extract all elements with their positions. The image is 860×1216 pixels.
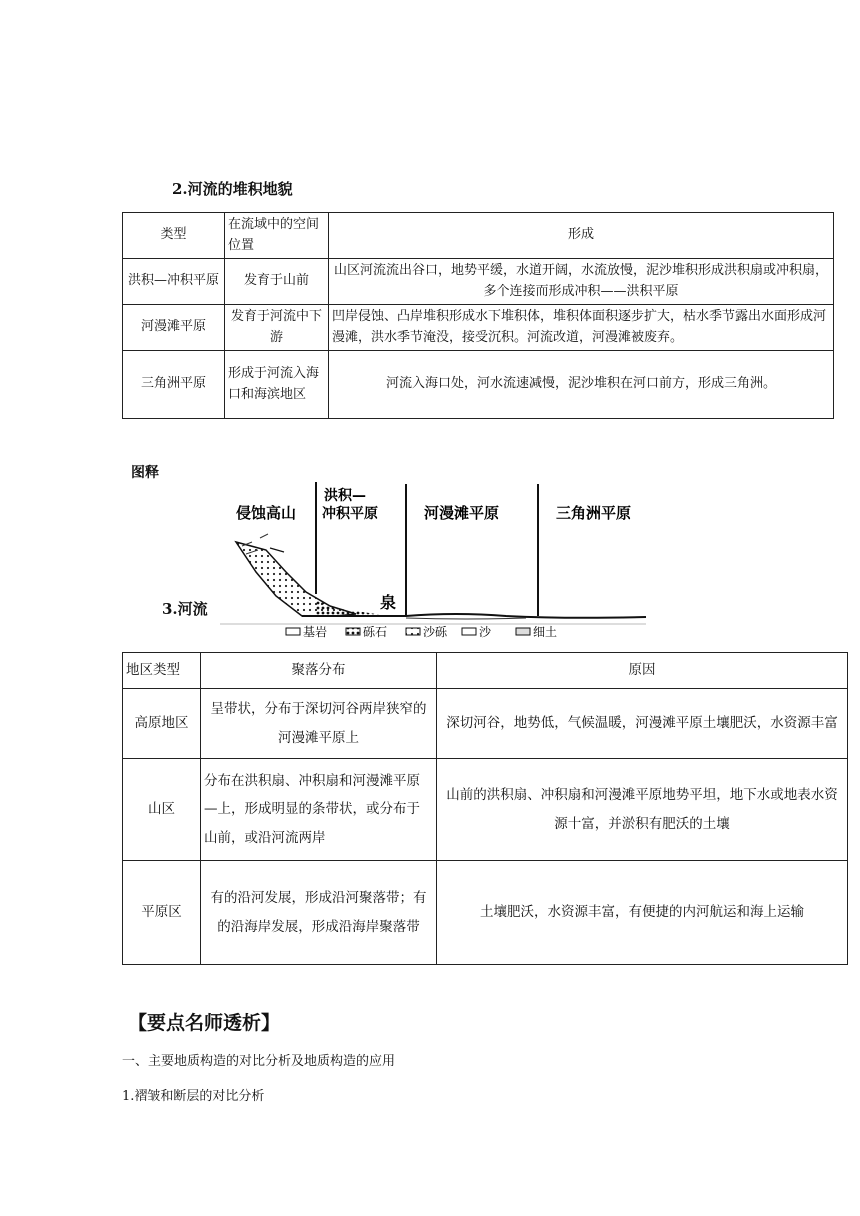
cell-reason: 山前的洪积扇、冲积扇和河漫滩平原地势平坦，地下水或地表水资源十富，并淤积有肥沃的土壤 [437, 759, 848, 861]
cell-reason: 土壤肥沃，水资源丰富，有便捷的内河航运和海上运输 [437, 861, 848, 965]
legend-sandy-gravel: 沙砾 [423, 625, 448, 639]
diagram-legend [286, 624, 557, 639]
table-header-row [123, 653, 848, 689]
table-row [123, 861, 848, 965]
zone-label-mountain: 侵蚀高山 [236, 504, 297, 522]
legend-bedrock: 基岩 [303, 625, 328, 639]
cell-location: 发育于河流中下游 [225, 305, 329, 351]
cell-region-type: 山区 [123, 759, 201, 861]
cell-type: 河漫滩平原 [123, 305, 225, 351]
cell-location: 形成于河流入海口和海滨地区 [225, 351, 329, 419]
legend-swatch-sandy-gravel [406, 628, 420, 635]
body-line-structures: 一、主要地质构造的对比分析及地质构造的应用 [122, 1054, 396, 1069]
cell-reason: 深切河谷，地势低，气候温暖，河漫滩平原土壤肥沃，水资源丰富 [437, 689, 848, 759]
cell-type: 三角洲平原 [123, 351, 225, 419]
cell-formation: 凹岸侵蚀、凸岸堆积形成水下堆积体，堆积体面积逐步扩大，枯水季节露出水面形成河漫滩，洪水季节淹没，接受沉积。河流改道，河漫滩被废弃。 [329, 305, 834, 351]
header-location: 在流域中的空间位置 [225, 213, 329, 259]
section-title-key-points: 【要点名师透析】 [128, 1012, 281, 1034]
sedimentation-cross-section-diagram [206, 476, 652, 642]
table-row [123, 305, 834, 351]
table-header-row [123, 213, 834, 259]
header-settlement-distribution: 聚落分布 [201, 653, 437, 689]
mountain-hatch [270, 548, 284, 552]
header-region-type: 地区类型 [123, 653, 201, 689]
legend-swatch-bedrock [286, 628, 300, 635]
table-row [123, 259, 834, 305]
legend-fine-soil: 细土 [533, 625, 558, 639]
header-formation: 形成 [329, 213, 834, 259]
body-line-folds-faults: 1.褶皱和断层的对比分析 [122, 1089, 265, 1104]
legend-gravel: 砾石 [363, 625, 388, 639]
zone-label-floodplain: 河漫滩平原 [424, 504, 500, 522]
legend-swatch-sand [462, 628, 476, 635]
header-type: 类型 [123, 213, 225, 259]
legend-sand: 沙 [479, 625, 492, 639]
zone-label-alluvial-fan: 洪积— [324, 488, 366, 504]
zone-label-alluvial-fan-2: 冲积平原 [322, 506, 378, 522]
cell-distribution: 呈带状，分布于深切河谷两岸狭窄的河漫滩平原上 [201, 689, 437, 759]
cell-formation: 河流入海口处，河水流速减慢，泥沙堆积在河口前方，形成三角洲。 [329, 351, 834, 419]
heading-sediment-landforms: 2.河流的堆积地貌 [172, 180, 293, 198]
cell-formation: 山区河流流出谷口，地势平缓，水道开阔，水流放慢，泥沙堆积形成洪积扇或冲积扇，多个连接而形成冲积——洪积平原 [329, 259, 834, 305]
legend-swatch-gravel [346, 628, 360, 635]
table-row [123, 759, 848, 861]
deposition-landforms-table [122, 212, 834, 419]
cell-distribution: 分布在洪积扇、冲积扇和河漫滩平原—上，形成明显的条带状，或分布于山前，或沿河流两岸 [201, 759, 437, 861]
table-row [123, 351, 834, 419]
cell-region-type: 高原地区 [123, 689, 201, 759]
figure-caption: 图释 [131, 465, 159, 481]
heading-river-settlements: 3.河流 [162, 600, 208, 618]
zone-label-delta: 三角洲平原 [556, 504, 632, 522]
spring-label: 泉 [380, 593, 397, 612]
cell-location: 发育于山前 [225, 259, 329, 305]
mountain-slope-shape [236, 542, 356, 616]
header-reason: 原因 [437, 653, 848, 689]
table-row [123, 689, 848, 759]
cell-type: 洪积—冲积平原 [123, 259, 225, 305]
cell-distribution: 有的沿河发展，形成沿河聚落带；有的沿海岸发展，形成沿海岸聚落带 [201, 861, 437, 965]
floodplain-sand-line [406, 618, 526, 619]
cell-region-type: 平原区 [123, 861, 201, 965]
settlement-distribution-table [122, 652, 848, 965]
legend-swatch-fine-soil [516, 628, 530, 635]
